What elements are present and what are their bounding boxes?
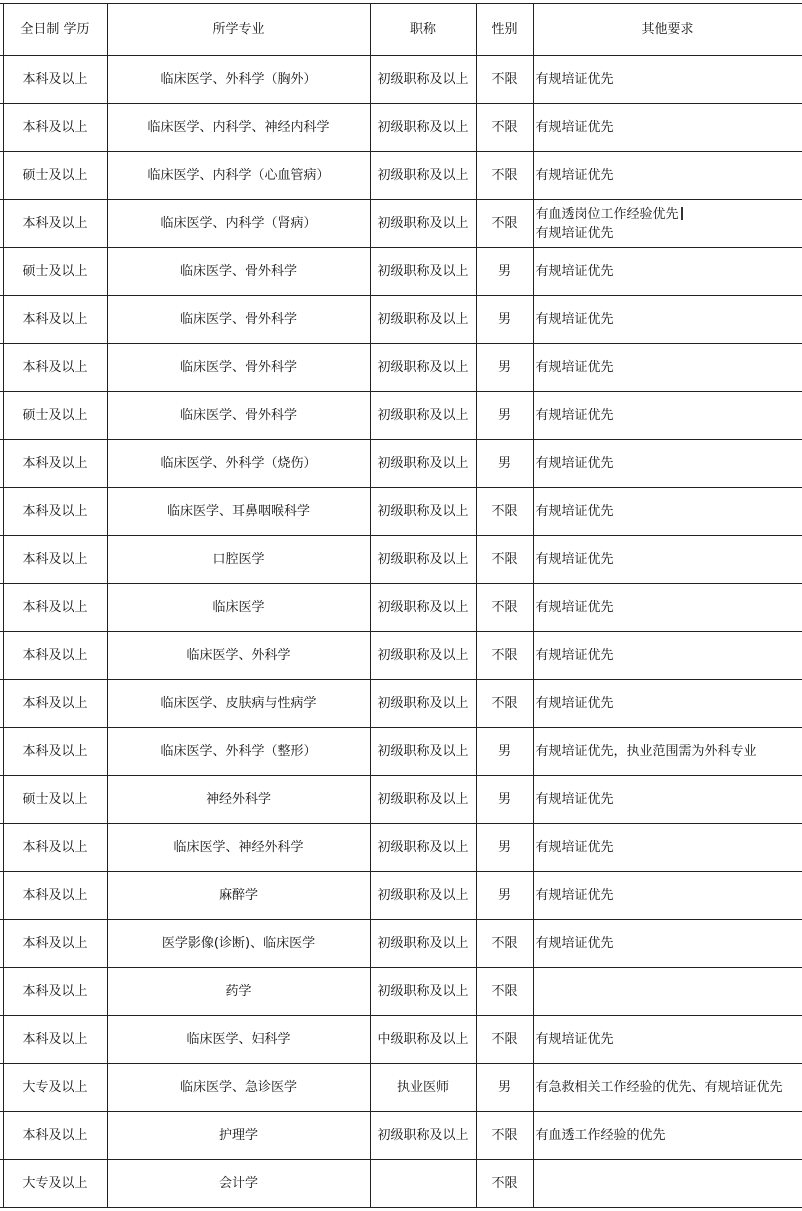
title-cell: 初级职称及以上: [370, 296, 476, 344]
major-cell: 临床医学、骨外科学: [107, 248, 370, 296]
table-row: [0, 584, 802, 632]
major-cell: 临床医学、内科学、神经内科学: [107, 104, 370, 152]
gender-cell: 不限: [476, 488, 533, 536]
major-cell: 神经外科学: [107, 776, 370, 824]
education-cell: 硕士及以上: [3, 152, 107, 200]
gender-cell: 不限: [476, 152, 533, 200]
table-row: [0, 1112, 802, 1160]
other-requirements-cell: [533, 824, 802, 872]
major-cell: 临床医学、骨外科学: [107, 392, 370, 440]
major-cell: 临床医学、皮肤病与性病学: [107, 680, 370, 728]
title-cell: 初级职称及以上: [370, 824, 476, 872]
title-cell: 初级职称及以上: [370, 776, 476, 824]
title-cell: 初级职称及以上: [370, 488, 476, 536]
other-requirement-text: 有急救相关工作经验的优先、有规培证优先: [535, 1080, 783, 1095]
education-cell: 本科及以上: [3, 968, 107, 1016]
table-row: [0, 536, 802, 584]
title-cell: 初级职称及以上: [370, 632, 476, 680]
other-requirements-cell: [533, 1112, 802, 1160]
other-requirements-cell: [533, 872, 802, 920]
table-row: [0, 968, 802, 1016]
other-requirement-text: 有规培证优先: [535, 1032, 614, 1047]
other-requirement-text: 有规培证优先: [535, 456, 614, 471]
major-cell: 临床医学、内科学（肾病）: [107, 200, 370, 248]
gender-cell: 不限: [476, 104, 533, 152]
header-major: 所学专业: [107, 4, 370, 56]
title-cell: 初级职称及以上: [370, 680, 476, 728]
other-requirements-cell: [533, 728, 802, 776]
gender-cell: 不限: [476, 56, 533, 104]
header-title: 职称: [370, 4, 476, 56]
education-cell: 本科及以上: [3, 104, 107, 152]
title-cell: 初级职称及以上: [370, 344, 476, 392]
other-requirement-text: 有规培证优先: [535, 504, 614, 519]
table-row: [0, 152, 802, 200]
title-cell: 初级职称及以上: [370, 152, 476, 200]
gender-cell: 男: [476, 872, 533, 920]
header-gender: 性别: [476, 4, 533, 56]
other-requirement-text: 有规培证优先: [535, 120, 614, 135]
header-other: 其他要求: [533, 4, 802, 56]
title-cell: 执业医师: [370, 1064, 476, 1112]
recruitment-table-sheet: [0, 3, 802, 1208]
table-row: [0, 56, 802, 104]
other-requirement-text: 有规培证优先: [535, 696, 614, 711]
title-cell: 初级职称及以上: [370, 440, 476, 488]
gender-cell: 男: [476, 1064, 533, 1112]
table-body: [0, 56, 802, 1208]
gender-cell: 男: [476, 392, 533, 440]
table-header-row: [0, 4, 802, 56]
title-cell: 初级职称及以上: [370, 536, 476, 584]
major-cell: 护理学: [107, 1112, 370, 1160]
major-cell: 临床医学、外科学（整形）: [107, 728, 370, 776]
major-cell: 临床医学、外科学: [107, 632, 370, 680]
table-row: [0, 872, 802, 920]
other-requirements-cell: [533, 968, 802, 1016]
title-cell: [370, 1160, 476, 1208]
other-requirements-cell: [533, 152, 802, 200]
education-cell: 本科及以上: [3, 632, 107, 680]
gender-cell: 男: [476, 728, 533, 776]
gender-cell: 男: [476, 296, 533, 344]
education-cell: 本科及以上: [3, 920, 107, 968]
title-cell: 初级职称及以上: [370, 584, 476, 632]
other-requirement-text: 有规培证优先: [535, 600, 614, 615]
header-education: 全日制 学历: [3, 4, 107, 56]
education-cell: 本科及以上: [3, 488, 107, 536]
other-requirement-text: 有规培证优先: [535, 888, 614, 903]
education-cell: 本科及以上: [3, 344, 107, 392]
gender-cell: 不限: [476, 1112, 533, 1160]
other-requirement-text-line2: 有规培证优先: [535, 225, 614, 241]
education-cell: 本科及以上: [3, 728, 107, 776]
other-requirements-cell: [533, 536, 802, 584]
other-requirement-text: 有规培证优先: [535, 840, 614, 855]
education-cell: 本科及以上: [3, 200, 107, 248]
other-requirement-text: 有规培证优先: [535, 312, 614, 327]
table-row: [0, 200, 802, 248]
other-requirements-cell: [533, 344, 802, 392]
gender-cell: 男: [476, 776, 533, 824]
table-row: [0, 392, 802, 440]
other-requirement-text: 有血透工作经验的优先: [535, 1128, 666, 1143]
table-row: [0, 488, 802, 536]
title-cell: 初级职称及以上: [370, 248, 476, 296]
other-requirement-text: 有规培证优先: [535, 264, 614, 279]
other-requirement-text: 有规培证优先: [535, 792, 614, 807]
gender-cell: 男: [476, 824, 533, 872]
education-cell: 本科及以上: [3, 56, 107, 104]
table-row: [0, 776, 802, 824]
table-row: [0, 1016, 802, 1064]
major-cell: 会计学: [107, 1160, 370, 1208]
other-requirements-cell: [533, 584, 802, 632]
education-cell: 本科及以上: [3, 1112, 107, 1160]
other-requirements-cell: [533, 392, 802, 440]
education-cell: 本科及以上: [3, 296, 107, 344]
education-cell: 本科及以上: [3, 440, 107, 488]
table-row: [0, 344, 802, 392]
title-cell: 初级职称及以上: [370, 728, 476, 776]
gender-cell: 不限: [476, 920, 533, 968]
other-requirements-cell: [533, 920, 802, 968]
major-cell: 临床医学、外科学（胸外）: [107, 56, 370, 104]
gender-cell: 男: [476, 248, 533, 296]
table-row: [0, 632, 802, 680]
gender-cell: 不限: [476, 536, 533, 584]
gender-cell: 不限: [476, 584, 533, 632]
table-row: [0, 440, 802, 488]
other-requirements-cell: [533, 488, 802, 536]
major-cell: 临床医学、外科学（烧伤）: [107, 440, 370, 488]
education-cell: 本科及以上: [3, 584, 107, 632]
education-cell: 本科及以上: [3, 1016, 107, 1064]
table-row: [0, 680, 802, 728]
other-requirements-cell: [533, 632, 802, 680]
education-cell: 硕士及以上: [3, 392, 107, 440]
other-requirement-text: 有规培证优先: [535, 360, 614, 375]
major-cell: 临床医学、妇科学: [107, 1016, 370, 1064]
other-requirements-cell: [533, 104, 802, 152]
table-row: [0, 104, 802, 152]
major-cell: 临床医学、内科学（心血管病）: [107, 152, 370, 200]
major-cell: 临床医学、急诊医学: [107, 1064, 370, 1112]
table-row: [0, 728, 802, 776]
title-cell: 初级职称及以上: [370, 920, 476, 968]
education-cell: 本科及以上: [3, 824, 107, 872]
other-requirements-cell: [533, 680, 802, 728]
gender-cell: 男: [476, 344, 533, 392]
title-cell: 初级职称及以上: [370, 1112, 476, 1160]
other-requirements-cell: [533, 776, 802, 824]
title-cell: 初级职称及以上: [370, 56, 476, 104]
other-requirements-cell: [533, 1064, 802, 1112]
other-requirement-text: 有规培证优先: [535, 552, 614, 567]
other-requirements-cell: [533, 1160, 802, 1208]
major-cell: 临床医学、神经外科学: [107, 824, 370, 872]
other-requirements-cell: [533, 248, 802, 296]
title-cell: 初级职称及以上: [370, 104, 476, 152]
recruitment-table: [0, 3, 802, 1208]
major-cell: 临床医学: [107, 584, 370, 632]
other-requirements-cell: [533, 56, 802, 104]
table-row: [0, 248, 802, 296]
table-row: [0, 1160, 802, 1208]
text-cursor-mark: [681, 207, 683, 220]
education-cell: 硕士及以上: [3, 248, 107, 296]
gender-cell: 不限: [476, 1016, 533, 1064]
table-row: [0, 1064, 802, 1112]
major-cell: 口腔医学: [107, 536, 370, 584]
title-cell: 初级职称及以上: [370, 392, 476, 440]
gender-cell: 不限: [476, 200, 533, 248]
education-cell: 大专及以上: [3, 1064, 107, 1112]
other-requirement-text: 有规培证优先: [535, 936, 614, 951]
title-cell: 初级职称及以上: [370, 872, 476, 920]
other-requirement-text: 有规培证优先: [535, 72, 614, 87]
gender-cell: 男: [476, 440, 533, 488]
other-requirements-cell: [533, 440, 802, 488]
major-cell: 麻醉学: [107, 872, 370, 920]
gender-cell: 不限: [476, 968, 533, 1016]
major-cell: 临床医学、骨外科学: [107, 344, 370, 392]
title-cell: 初级职称及以上: [370, 968, 476, 1016]
other-requirement-text: 有血透岗位工作经验优先: [535, 206, 679, 222]
table-row: [0, 296, 802, 344]
other-requirements-cell: [533, 200, 802, 248]
education-cell: 硕士及以上: [3, 776, 107, 824]
major-cell: 临床医学、骨外科学: [107, 296, 370, 344]
table-row: [0, 920, 802, 968]
title-cell: 初级职称及以上: [370, 200, 476, 248]
other-requirement-text: 有规培证优先: [535, 408, 614, 423]
gender-cell: 不限: [476, 1160, 533, 1208]
major-cell: 临床医学、耳鼻咽喉科学: [107, 488, 370, 536]
gender-cell: 不限: [476, 680, 533, 728]
other-requirements-cell: [533, 296, 802, 344]
major-cell: 药学: [107, 968, 370, 1016]
table-row: [0, 824, 802, 872]
gender-cell: 不限: [476, 632, 533, 680]
other-requirement-text: 有规培证优先，执业范围需为外科专业: [535, 744, 757, 759]
major-cell: 医学影像(诊断)、临床医学: [107, 920, 370, 968]
other-requirements-cell: [533, 1016, 802, 1064]
other-requirement-text: 有规培证优先: [535, 648, 614, 663]
education-cell: 本科及以上: [3, 872, 107, 920]
education-cell: 大专及以上: [3, 1160, 107, 1208]
other-requirement-text: 有规培证优先: [535, 168, 614, 183]
education-cell: 本科及以上: [3, 680, 107, 728]
title-cell: 中级职称及以上: [370, 1016, 476, 1064]
education-cell: 本科及以上: [3, 536, 107, 584]
